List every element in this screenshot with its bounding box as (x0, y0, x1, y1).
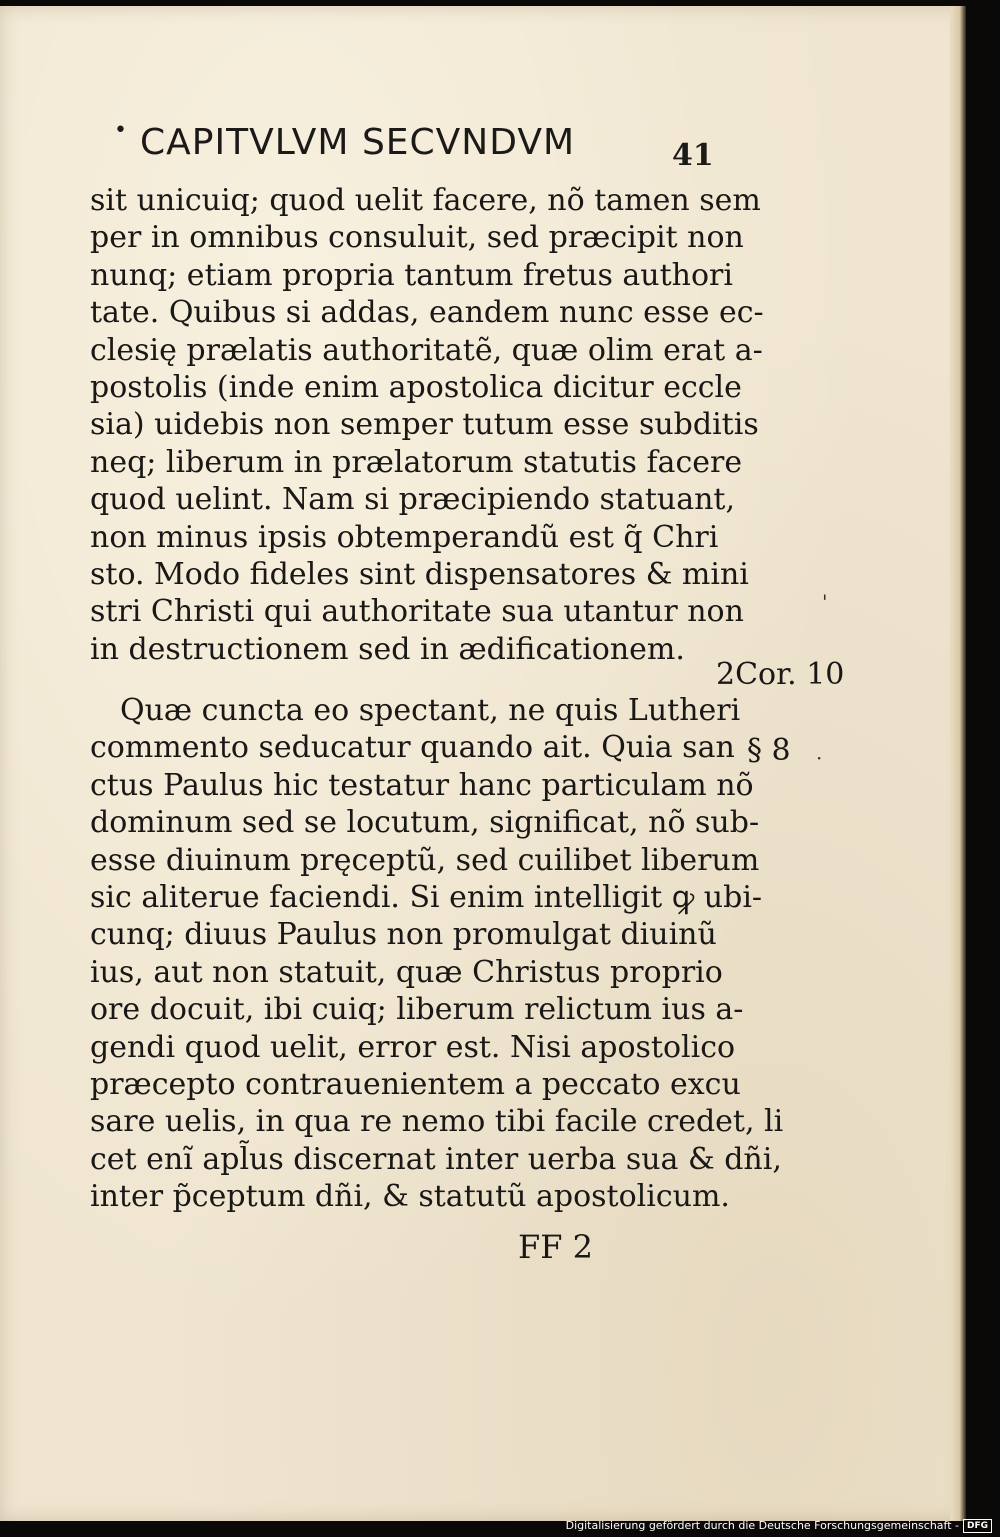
text-line: inter p̃ceptum dñi, & statutũ apostolicum. (90, 1179, 730, 1215)
text-line: sia) uidebis non semper tutum esse subditis (90, 407, 759, 443)
text-line: esse diuinum pręceptũ, sed cuilibet liberum (90, 842, 760, 878)
text-line: cunq; diuus Paulus non promulgat diuinũ (90, 917, 717, 953)
credit-text: Digitalisierung gefördert durch die Deutsche Forschungsgemeinschaft - (565, 1519, 959, 1532)
marginal-note-reference: 2Cor. 10 (716, 657, 845, 692)
text-line: sare uelis, in qua re nemo tibi facile credet, li (90, 1104, 784, 1140)
text-line: cet enĩ apl̃us discernat inter uerba sua & dñi, (90, 1141, 782, 1177)
text-line: sto. Modo fideles sint dispensatores & mini (90, 556, 749, 592)
text-line: sit unicuiq; quod uelit facere, nõ tamen sem (90, 183, 761, 218)
header-dot: • (114, 118, 127, 143)
text-line: postolis (inde enim apostolica dicitur eccle (90, 369, 742, 405)
text-line: Quæ cuncta eo spectant, ne quis Lutheri (120, 693, 741, 728)
running-title: CAPITVLVM SECVNDVM (140, 122, 576, 163)
text-line: ius, aut non statuit, quæ Christus proprio (90, 954, 723, 990)
text-line: ore docuit, ibi cuiq; liberum relictum ius a- (90, 992, 744, 1028)
page-number: 41 (672, 138, 714, 173)
ink-speck: · (816, 746, 823, 770)
text-line: præcepto contrauenientem a peccato excu (90, 1066, 741, 1102)
text-line: in destructionem sed in ædificationem. (90, 631, 685, 667)
text-line: per in omnibus consuluit, sed præcipit non (90, 220, 744, 256)
text-line: neq; liberum in prælatorum statutis facere (90, 444, 743, 480)
text-line: quod uelint. Nam si præcipiendo statuant, (90, 482, 736, 518)
ink-speck: ' (822, 590, 828, 614)
text-line: non minus ipsis obtemperandũ est q̃ Chri (90, 519, 719, 555)
text-line: nunq; etiam propria tantum fretus authori (90, 257, 733, 293)
text-line: commento seducatur quando ait. Quia san (90, 730, 735, 766)
paragraph-1 (90, 182, 764, 668)
text-line: ctus Paulus hic testatur hanc particulam nõ (90, 767, 754, 803)
page-edge (950, 6, 966, 1521)
text-line: stri Christi qui authoritate sua utantur non (90, 594, 744, 630)
text-line: dominum sed se locutum, significat, nõ sub- (90, 805, 760, 841)
digitization-credit (566, 1519, 992, 1533)
marginal-note-section: § 8 (747, 733, 791, 768)
signature-mark: FF 2 (518, 1228, 593, 1266)
text-line: tate. Quibus si addas, eandem nunc esse ec- (90, 295, 764, 331)
text-line: clesię prælatis authoritatẽ, quæ olim erat a- (90, 332, 763, 368)
text-line: gendi quod uelit, error est. Nisi apostolico (90, 1029, 736, 1065)
paragraph-2 (90, 692, 784, 1215)
text-line: sic aliterue faciendi. Si enim intelligit ꝙ ubi- (90, 879, 763, 915)
dfg-logo: DFG (963, 1519, 992, 1533)
